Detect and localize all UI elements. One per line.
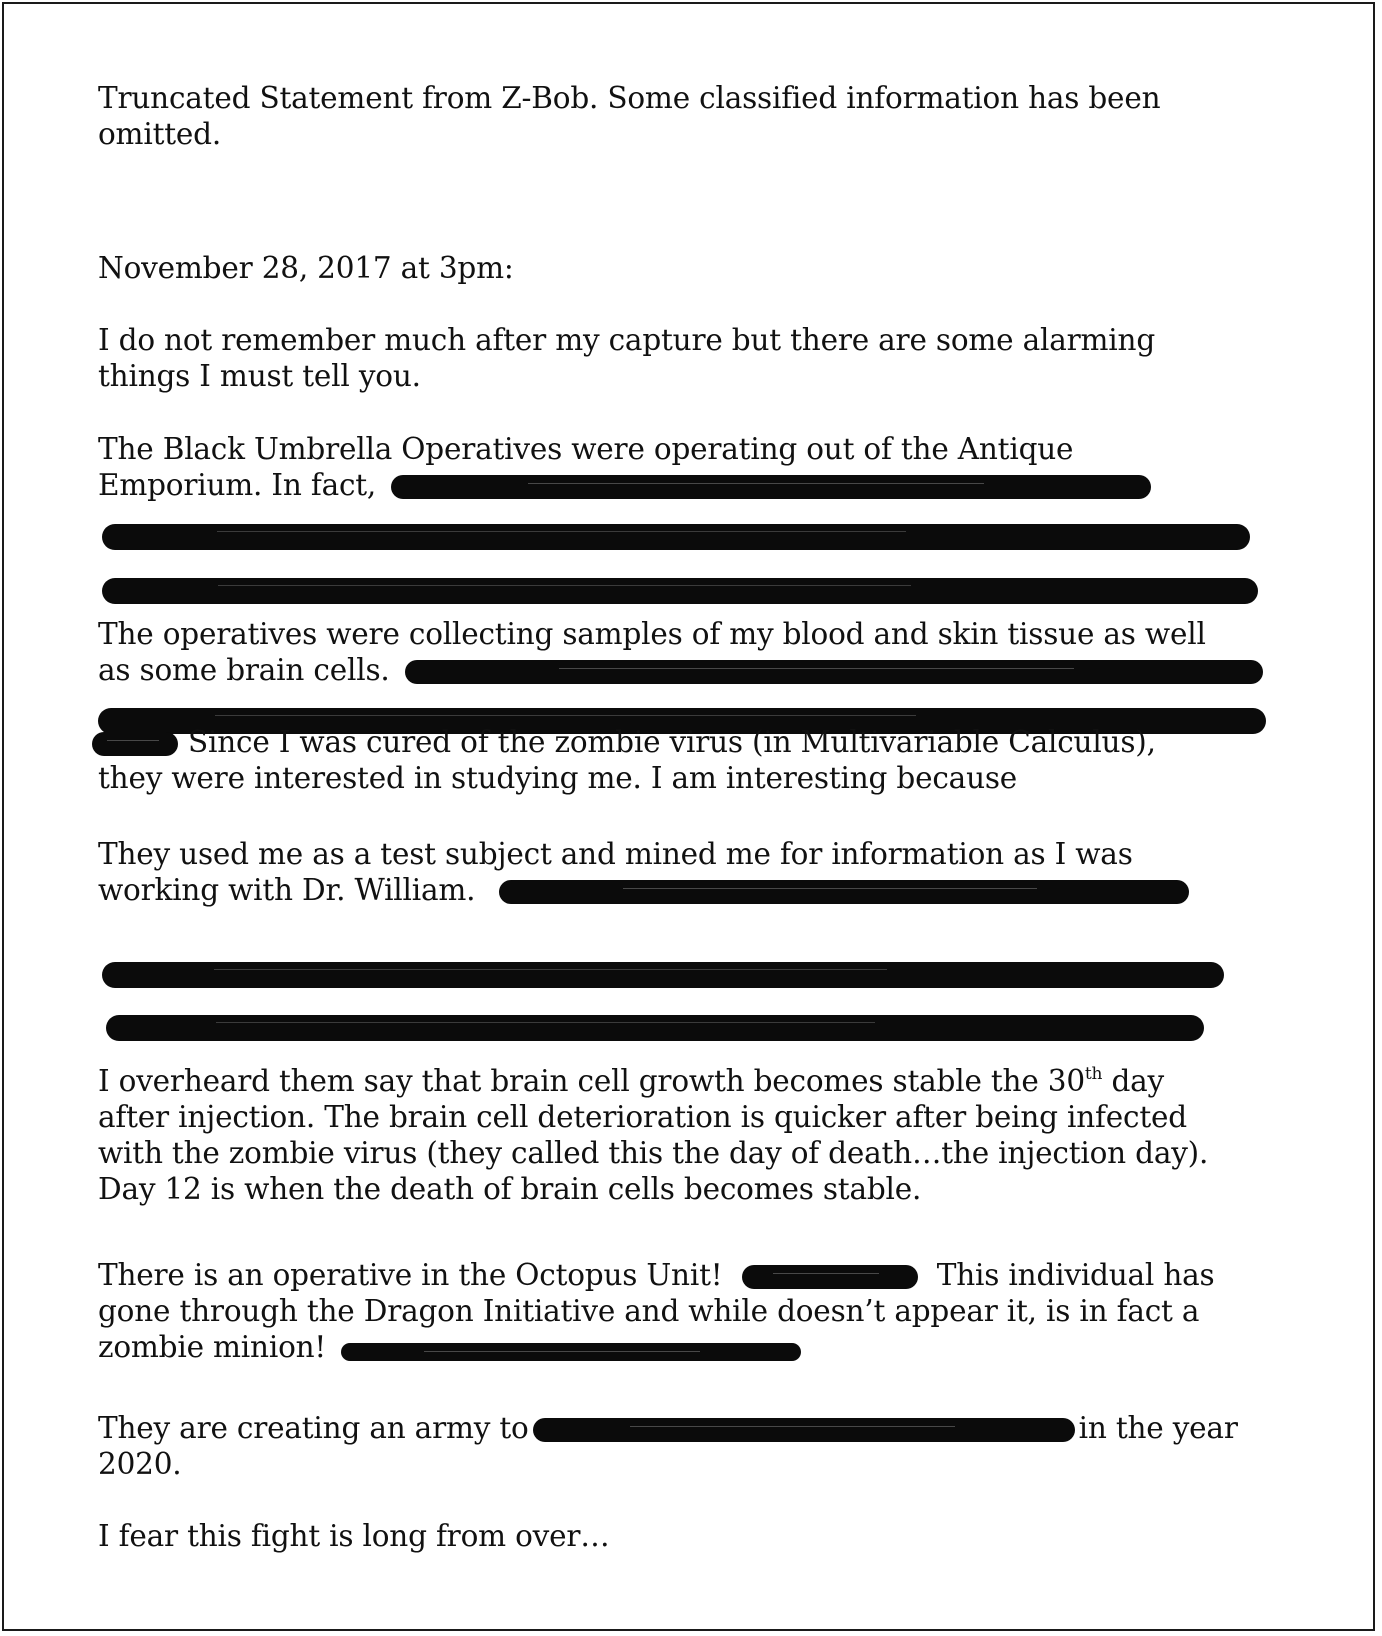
- paragraph-7-line-1-end: in the year: [1078, 1411, 1238, 1445]
- paragraph-5-line-4: Day 12 is when the death of brain cells becomes stable.: [98, 1172, 922, 1206]
- paragraph-4-line-2-text: working with Dr. William.: [98, 873, 476, 907]
- paragraph-1-line-2: things I must tell you.: [98, 359, 421, 393]
- heading-line-2: omitted.: [98, 117, 221, 151]
- paragraph-6-line-1: [98, 1257, 1214, 1293]
- paragraph-3-line-4: [92, 724, 1156, 760]
- paragraph-5-line-2: after injection. The brain cell deterioration is quicker after being infected: [98, 1100, 1187, 1134]
- paragraph-2-line-2: [98, 467, 1151, 503]
- redaction-mark: [102, 578, 1258, 604]
- statement-date: November 28, 2017 at 3pm:: [98, 251, 514, 285]
- paragraph-1-line-1: I do not remember much after my capture but there are some alarming: [98, 323, 1155, 357]
- redaction-mark: [742, 1265, 918, 1289]
- paragraph-6-line-3-text: zombie minion!: [98, 1330, 327, 1364]
- paragraph-7-line-1: [98, 1410, 1238, 1446]
- paragraph-6-line-2: gone through the Dragon Initiative and while doesn’t appear it, is in fact a: [98, 1294, 1200, 1328]
- redaction-mark: [106, 1015, 1204, 1041]
- paragraph-6-line-3: [98, 1329, 801, 1365]
- ordinal-suffix: th: [1084, 1064, 1103, 1084]
- paragraph-8-line-1: I fear this fight is long from over…: [98, 1519, 610, 1553]
- paragraph-2-line-2-text: Emporium. In fact,: [98, 468, 377, 502]
- paragraph-7-line-1-text: They are creating an army to: [98, 1411, 529, 1445]
- redaction-mark: [341, 1343, 801, 1361]
- paragraph-5-line-1-end: day: [1102, 1064, 1165, 1098]
- paragraph-4-line-2: [98, 872, 1189, 908]
- paragraph-6-line-1-end: This individual has: [936, 1258, 1215, 1292]
- redaction-mark: [533, 1418, 1075, 1442]
- paragraph-3-line-1: The operatives were collecting samples of my blood and skin tissue as well: [98, 617, 1206, 651]
- redaction-mark: [102, 524, 1250, 550]
- paragraph-3-line-2-text: as some brain cells.: [98, 653, 390, 687]
- paragraph-3-line-4-text: Since I was cured of the zombie virus (in Multivariable Calculus),: [188, 725, 1156, 759]
- paragraph-5-line-3: with the zombie virus (they called this the day of death…the injection day).: [98, 1136, 1209, 1170]
- paragraph-5-line-1: [98, 1063, 1164, 1099]
- paragraph-7-line-2: 2020.: [98, 1447, 182, 1481]
- paragraph-4-line-1: They used me as a test subject and mined me for information as I was: [98, 837, 1133, 871]
- redaction-mark: [499, 880, 1189, 904]
- redaction-mark: [391, 475, 1151, 499]
- redaction-mark: [92, 732, 178, 756]
- paragraph-3-line-5: they were interested in studying me. I am interesting because: [98, 761, 1018, 795]
- paragraph-3-line-2: [98, 652, 1263, 688]
- paragraph-5-line-1-text: I overheard them say that brain cell growth becomes stable the 30: [98, 1064, 1085, 1098]
- heading-line-1: Truncated Statement from Z-Bob. Some classified information has been: [98, 81, 1161, 115]
- redaction-mark: [102, 962, 1224, 988]
- document-border: [2, 2, 1375, 1631]
- paragraph-2-line-1: The Black Umbrella Operatives were operating out of the Antique: [98, 432, 1074, 466]
- redaction-mark: [405, 660, 1263, 684]
- paragraph-6-line-1-text: There is an operative in the Octopus Unit!: [98, 1258, 723, 1292]
